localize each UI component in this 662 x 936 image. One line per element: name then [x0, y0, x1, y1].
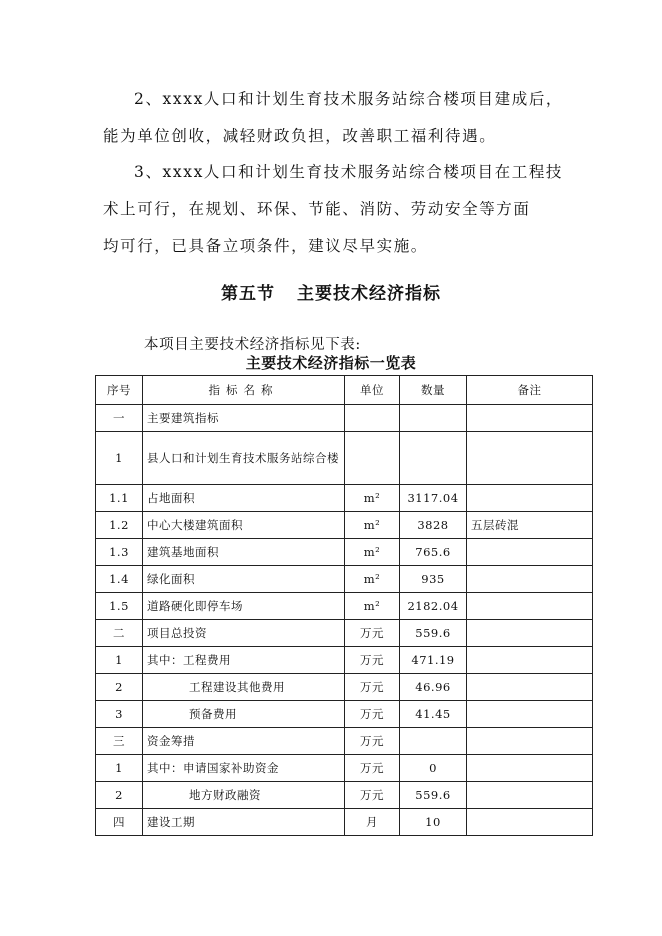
cell-unit: m² — [345, 566, 400, 593]
cell-note — [467, 539, 593, 566]
cell-unit: 月 — [345, 809, 400, 836]
paragraph-line: 能为单位创收，减轻财政负担，改善职工福利待遇。 — [103, 127, 497, 145]
cell-qty: 559.6 — [400, 620, 467, 647]
cell-note — [467, 728, 593, 755]
cell-note — [467, 755, 593, 782]
table-row — [96, 647, 593, 674]
cell-name: 预备费用 — [143, 701, 345, 728]
table-row — [96, 593, 593, 620]
cell-name: 工程建设其他费用 — [143, 674, 345, 701]
cell-no: 1 — [96, 647, 143, 674]
cell-qty: 935 — [400, 566, 467, 593]
cell-note — [467, 620, 593, 647]
cell-name: 县人口和计划生育技术服务站综合楼 — [143, 432, 345, 485]
cell-no: 1.1 — [96, 485, 143, 512]
table-row — [96, 405, 593, 432]
indicator-table — [95, 375, 593, 836]
cell-qty: 471.19 — [400, 647, 467, 674]
cell-note: 五层砖混 — [467, 512, 593, 539]
cell-qty — [400, 405, 467, 432]
table-row — [96, 701, 593, 728]
cell-qty: 765.6 — [400, 539, 467, 566]
cell-no: 1.4 — [96, 566, 143, 593]
cell-no: 2 — [96, 782, 143, 809]
header-unit: 单位 — [345, 376, 400, 405]
cell-unit: 万元 — [345, 674, 400, 701]
cell-note — [467, 405, 593, 432]
cell-name: 道路硬化即停车场 — [143, 593, 345, 620]
header-name: 指标名称 — [143, 376, 345, 405]
cell-name: 地方财政融资 — [143, 782, 345, 809]
cell-unit: 万元 — [345, 782, 400, 809]
cell-no: 三 — [96, 728, 143, 755]
cell-note — [467, 593, 593, 620]
table-row — [96, 432, 593, 485]
section-title: 主要技术经济指标 — [297, 284, 441, 304]
cell-qty: 3117.04 — [400, 485, 467, 512]
cell-no: 1.2 — [96, 512, 143, 539]
cell-unit: m² — [345, 593, 400, 620]
cell-note — [467, 485, 593, 512]
paragraph-line: 3、xxxx人口和计划生育技术服务站综合楼项目在工程技 — [134, 163, 564, 181]
cell-name: 主要建筑指标 — [143, 405, 345, 432]
cell-note — [467, 647, 593, 674]
table-row — [96, 674, 593, 701]
table-row — [96, 755, 593, 782]
section-heading — [0, 279, 662, 304]
cell-unit — [345, 432, 400, 485]
section-number: 第五节 — [221, 284, 275, 304]
table-title: 主要技术经济指标一览表 — [245, 354, 417, 372]
paragraph-line: 术上可行，在规划、环保、节能、消防、劳动安全等方面 — [103, 200, 531, 218]
paragraph-line: 均可行，已具备立项条件，建议尽早实施。 — [103, 237, 428, 255]
header-qty: 数量 — [400, 376, 467, 405]
cell-unit — [345, 405, 400, 432]
paragraph-line: 2、xxxx人口和计划生育技术服务站综合楼项目建成后， — [134, 90, 564, 108]
cell-name: 资金筹措 — [143, 728, 345, 755]
cell-qty: 46.96 — [400, 674, 467, 701]
paragraph-2 — [103, 81, 573, 155]
cell-note — [467, 432, 593, 485]
cell-no: 3 — [96, 701, 143, 728]
cell-qty: 41.45 — [400, 701, 467, 728]
table-row — [96, 485, 593, 512]
cell-no: 1.5 — [96, 593, 143, 620]
cell-qty: 10 — [400, 809, 467, 836]
table-row — [96, 566, 593, 593]
cell-qty — [400, 432, 467, 485]
cell-name: 占地面积 — [143, 485, 345, 512]
cell-no: 一 — [96, 405, 143, 432]
table-header-row — [96, 376, 593, 405]
cell-note — [467, 566, 593, 593]
cell-no: 1 — [96, 755, 143, 782]
header-no: 序号 — [96, 376, 143, 405]
table-intro: 本项目主要技术经济指标见下表: — [144, 337, 361, 353]
cell-unit: m² — [345, 512, 400, 539]
cell-note — [467, 782, 593, 809]
cell-no: 二 — [96, 620, 143, 647]
cell-no: 1.3 — [96, 539, 143, 566]
cell-name: 建设工期 — [143, 809, 345, 836]
table-row — [96, 782, 593, 809]
cell-note — [467, 809, 593, 836]
cell-name: 其中：工程费用 — [143, 647, 345, 674]
header-note: 备注 — [467, 376, 593, 405]
cell-name: 中心大楼建筑面积 — [143, 512, 345, 539]
cell-unit: 万元 — [345, 728, 400, 755]
table-row — [96, 512, 593, 539]
cell-qty: 559.6 — [400, 782, 467, 809]
table-row — [96, 539, 593, 566]
cell-qty: 0 — [400, 755, 467, 782]
cell-name: 建筑基地面积 — [143, 539, 345, 566]
table-row — [96, 809, 593, 836]
cell-qty: 2182.04 — [400, 593, 467, 620]
cell-name: 其中：申请国家补助资金 — [143, 755, 345, 782]
cell-qty: 3828 — [400, 512, 467, 539]
table-row — [96, 620, 593, 647]
cell-unit: 万元 — [345, 620, 400, 647]
table-row — [96, 728, 593, 755]
cell-name: 绿化面积 — [143, 566, 345, 593]
cell-note — [467, 674, 593, 701]
cell-no: 2 — [96, 674, 143, 701]
cell-unit: 万元 — [345, 647, 400, 674]
cell-unit: m² — [345, 539, 400, 566]
cell-no: 1 — [96, 432, 143, 485]
cell-unit: m² — [345, 485, 400, 512]
cell-no: 四 — [96, 809, 143, 836]
cell-qty — [400, 728, 467, 755]
cell-name: 项目总投资 — [143, 620, 345, 647]
paragraph-3 — [103, 154, 573, 265]
cell-note — [467, 701, 593, 728]
cell-unit: 万元 — [345, 755, 400, 782]
cell-unit: 万元 — [345, 701, 400, 728]
